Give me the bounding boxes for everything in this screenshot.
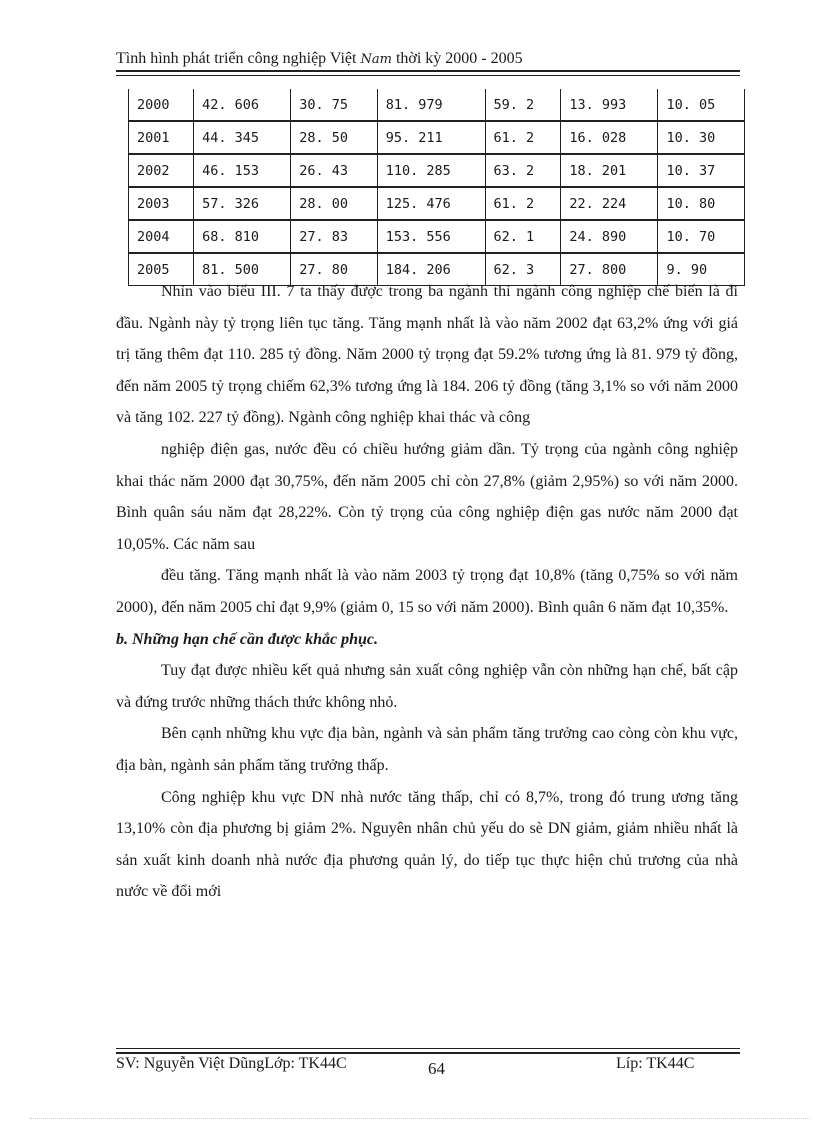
table-cell: 44. 345 [194, 121, 291, 154]
table-cell: 2002 [129, 154, 194, 187]
table-row [129, 121, 745, 154]
table-cell: 10. 37 [658, 154, 745, 187]
table-cell: 10. 05 [658, 89, 745, 121]
paragraph: Nhìn vào biểu III. 7 ta thấy được trong ba ngành thì ngành công nghiệp chế biến là đi đầu. Ngành này tỷ trọng liên tục tăng. Tăng mạnh nhất là vào năm 2002 đạt 63,2% ứng với giá trị tăng thêm đạt 110. 285 tỷ đồng. Năm 2000 tỷ trọng đạt 59.2% tương ứng là 81. 979 tỷ đồng, đến năm 2005 tỷ trọng chiếm 62,3% tương ứng là 184. 206 tỷ đồng (tăng 3,1% so với năm 2000 và tăng 102. 227 tỷ đồng). Ngành công nghiệp khai thác và công [116, 283, 738, 427]
table-cell: 68. 810 [194, 220, 291, 253]
table-cell: 184. 206 [377, 253, 485, 286]
page-number: 64 [428, 1059, 445, 1078]
paragraph: Tuy đạt được nhiều kết quả nhưng sản xuất công nghiệp vẫn còn những hạn chế, bất cập và đứng trước những thách thức không nhỏ. [116, 662, 738, 711]
table-cell: 30. 75 [291, 89, 377, 121]
table-cell: 16. 028 [561, 121, 658, 154]
table-cell: 13. 993 [561, 89, 658, 121]
table-cell: 10. 30 [658, 121, 745, 154]
table-cell: 81. 979 [377, 89, 485, 121]
table-cell: 153. 556 [377, 220, 485, 253]
table-cell: 110. 285 [377, 154, 485, 187]
header-title-script: Nam [360, 52, 392, 67]
table-cell: 2003 [129, 187, 194, 220]
footer-rule-thin [116, 1048, 740, 1049]
table-cell: 27. 80 [291, 253, 377, 286]
table-cell: 42. 606 [194, 89, 291, 121]
table-cell: 95. 211 [377, 121, 485, 154]
header-rule-thin [116, 75, 740, 76]
table-cell: 9. 90 [658, 253, 745, 286]
footer-rule-thick [116, 1052, 740, 1054]
table-cell: 2005 [129, 253, 194, 286]
table-cell: 10. 80 [658, 187, 745, 220]
paragraph: Bên cạnh những khu vực địa bàn, ngành và sản phẩm tăng trưởng cao còng còn khu vực, địa bàn, ngành sản phẩm tăng trưởng thấp. [116, 725, 738, 774]
table-cell: 2001 [129, 121, 194, 154]
page-edge [30, 1118, 810, 1119]
paragraph: đều tăng. Tăng mạnh nhất là vào năm 2003 tỷ trọng đạt 10,8% (tăng 0,75% so với năm 2000), đến năm 2005 chỉ đạt 9,9% (giảm 0, 15 so với năm 2000). Bình quân 6 năm đạt 10,35%. [116, 567, 738, 616]
table-row [129, 89, 745, 121]
table-cell: 63. 2 [485, 154, 561, 187]
table-cell: 27. 800 [561, 253, 658, 286]
header-title-part1: Tình hình phát triển công nghiệp Việt [116, 50, 357, 67]
table-cell: 61. 2 [485, 187, 561, 220]
table-row [129, 154, 745, 187]
table-cell: 57. 326 [194, 187, 291, 220]
table-cell: 2004 [129, 220, 194, 253]
table-cell: 18. 201 [561, 154, 658, 187]
table-cell: 81. 500 [194, 253, 291, 286]
table-cell: 28. 50 [291, 121, 377, 154]
table-cell: 2000 [129, 89, 194, 121]
table-cell: 62. 1 [485, 220, 561, 253]
table-cell: 28. 00 [291, 187, 377, 220]
table-cell: 62. 3 [485, 253, 561, 286]
table-row [129, 187, 745, 220]
table-cell: 125. 476 [377, 187, 485, 220]
footer-class: Líp: TK44C [616, 1055, 695, 1072]
footer-student: SV: Nguyễn Việt DũngLớp: TK44C [116, 1055, 347, 1072]
table-cell: 46. 153 [194, 154, 291, 187]
table-cell: 26. 43 [291, 154, 377, 187]
table-cell: 27. 83 [291, 220, 377, 253]
paragraph: Công nghiệp khu vực DN nhà nước tăng thấp, chỉ có 8,7%, trong đó trung ương tăng 13,10% còn địa phương bị giảm 2%. Nguyên nhân chủ yếu do sè DN giảm, giảm nhiều nhất là sản xuất kinh doanh nhà nước địa phương quản lý, do tiếp tục thực hiện chủ trương của nhà nước về đổi mới [116, 788, 738, 901]
paragraph: nghiệp điện gas, nước đều có chiều hướng giảm dần. Tỷ trọng của ngành công nghiệp khai thác năm 2000 đạt 30,75%, đến năm 2005 chỉ còn 27,8% (giảm 2,95%) so với năm 2000. Bình quân sáu năm đạt 28,22%. Còn tỷ trọng của công nghiệp điện gas nước năm 2000 đạt 10,05%. Các năm sau [116, 440, 738, 553]
statistics-table [128, 89, 745, 286]
table-cell: 61. 2 [485, 121, 561, 154]
table-cell: 24. 890 [561, 220, 658, 253]
page-header [116, 50, 738, 68]
table-cell: 22. 224 [561, 187, 658, 220]
header-title-part2: thời kỳ 2000 - 2005 [395, 50, 523, 67]
table-cell: 59. 2 [485, 89, 561, 121]
table-row [129, 220, 745, 253]
table-cell: 10. 70 [658, 220, 745, 253]
header-rule-thick [116, 70, 740, 72]
section-subheading: b. Những hạn chế cần được khắc phục. [116, 630, 379, 648]
body-text [116, 276, 738, 908]
